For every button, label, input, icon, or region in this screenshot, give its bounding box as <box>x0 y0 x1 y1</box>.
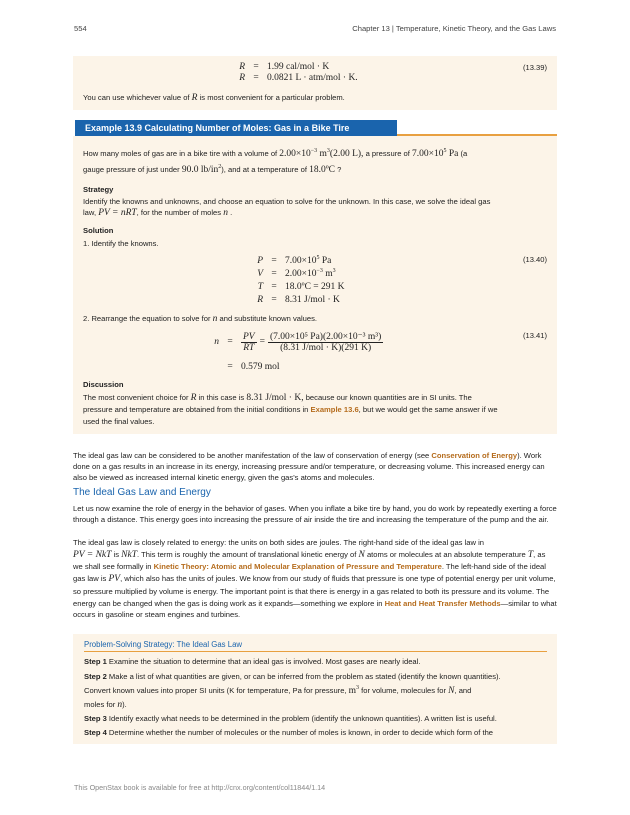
strategy-text: Identify the knowns and unknowns, and choose an equation to solve for the unknown. In this case, we solve the ideal gas law, PV = nRT, for the number of moles n . <box>83 197 491 218</box>
conservation-of-energy-link[interactable]: Conservation of Energy <box>431 451 518 460</box>
strategy-box-title: Problem-Solving Strategy: The Ideal Gas Law <box>84 640 243 649</box>
paragraph-bike-tire: Let us now examine the role of energy in the behavior of gases. When you inflate a bike tire by hand, you do work by repeatedly exerting a force through a distance. This energy goes into increasing the pressure of air inside the tire and increasing the temperature of the pump and the air. <box>73 504 557 524</box>
solution-heading: Solution <box>83 226 114 235</box>
known-pressure: P = $7.00\times 10^5$ Pa <box>257 254 332 266</box>
kinetic-theory-link[interactable]: Kinetic Theory: Atomic and Molecular Explanation of Pressure and Temperature <box>153 562 442 572</box>
known-temperature: T = 18.0ºC = 291 K <box>257 282 345 292</box>
strategy-step-2: Step 2 Make a list of what quantities are given, or can be inferred from the problem as stated (identify the known quantities). Convert known values into proper SI units (K for temperature, Pa for pressure, $m^3$ for volume, molecules for N, and moles for n). <box>84 672 501 710</box>
moles-equation: n = $\frac{PV}{RT}$ = $\frac{\text{(7.00×10⁵ Pa)(2.00×10⁻³ m³)}}{\text{(8.31 J/mol · K)(291 K)}}$ <box>214 331 382 353</box>
r-equation-2: R = 0.0821 L · atm/mol · K. <box>239 73 358 83</box>
discussion-text: The most convenient choice for R in this case is 8.31 J/mol · K, because our known quantities are in SI units. The pressure and temperature are obtained from the initial conditions in Example 13.6, but we would get the same answer if we used the final values. <box>83 393 498 426</box>
page-number: 554 <box>74 24 87 33</box>
strategy-step-1: Step 1 Examine the situation to determine that an ideal gas is involved. Most gases are nearly ideal. <box>84 657 421 666</box>
equation-number: (13.41) <box>522 331 547 340</box>
r-value-atm: 0.0821 L · atm/mol · K. <box>267 73 358 83</box>
known-gas-constant: R = 8.31 J/mol · K <box>257 295 340 305</box>
step-2: 2. Rearrange the equation to solve for n and substitute known values. <box>83 314 318 324</box>
known-volume: V = $2.00\times 10^{-3}$ $m^3$ <box>257 267 336 279</box>
top-box <box>73 56 557 110</box>
footer-note: This OpenStax book is available for free at http://cnx.org/content/col11844/1.14 <box>74 783 326 792</box>
strategy-heading: Strategy <box>83 185 114 194</box>
paragraph-energy: The ideal gas law is closely related to energy: the units on both sides are joules. The right-hand side of the ideal gas law in PV = NkT is NkT. This term is roughly the amount of translational kinetic energy of N atoms or molecules at an absolute temperature T, as we shall see formally in Kinetic Theory: Atomic and Molecular Explanation of Pressure and Temperature. The left-hand side of the ideal gas law is PV, which also has the units of joules. We know from our study of fluids that pressure is one type of potential energy per unit volume, so pressure multiplied by volume is energy. The important point is that there is energy in a gas related to both its pressure and its volume. The energy can be changed when the gas is doing work as it expands—something we explore in Heat and Heat Transfer Methods—similar to what occurs in gasoline or steam engines and turbines. <box>73 538 557 620</box>
equation-number: (13.39) <box>522 63 547 72</box>
r-equation-1: R = 1.99 cal/mol · K <box>239 62 330 72</box>
heat-transfer-link[interactable]: Heat and Heat Transfer Methods <box>384 598 501 608</box>
strategy-box-rule <box>84 651 547 652</box>
paragraph-conservation: The ideal gas law can be considered to be another manifestation of the law of conservation of energy (see Conservation of Energy). Work done on a gas results in an increase in its energy, increasing pressure and/or temperature, or decreasing volume. This increased energy can also be viewed as increased internal kinetic energy, given the gas's atoms and molecules. <box>73 451 545 482</box>
equation-number: (13.40) <box>522 255 547 264</box>
step-1: 1. Identify the knowns. <box>83 239 159 248</box>
strategy-step-4: Step 4 Determine whether the number of molecules or the number of moles is known, in order to decide which form of the <box>84 728 494 737</box>
r-value-cal: 1.99 cal/mol · K <box>267 62 330 72</box>
moles-result: = 0.579 mol <box>227 362 280 372</box>
substituted-fraction: $\frac{\text{(7.00×10⁵ Pa)(2.00×10⁻³ m³)}}{\text{(8.31 J/mol · K)(291 K)}}$ <box>269 332 382 353</box>
r-note: You can use whichever value of R is most convenient for a particular problem. <box>83 93 345 103</box>
example-box <box>73 136 557 434</box>
strategy-step-3: Step 3 Identify exactly what needs to be determined in the problem (identify the unknown quantities). A written list is useful. <box>84 714 497 723</box>
chapter-title: Chapter 13 | Temperature, Kinetic Theory, and the Gas Laws <box>352 24 556 33</box>
example-title: Example 13.9 Calculating Number of Moles: Gas in a Bike Tire <box>75 120 397 136</box>
discussion-heading: Discussion <box>83 380 124 389</box>
example-13-6-link[interactable]: Example 13.6 <box>310 405 359 414</box>
section-heading: The Ideal Gas Law and Energy <box>73 487 211 498</box>
example-question: How many moles of gas are in a bike tire with a volume of $2.00\times 10^{-3}$ $m^3(2.00$ L), a pressure of $7.00\times 10^5$ Pa (a gauge pressure of just under 90.0 $lb/in^2$), and at a temperature of 18.0ºC ? <box>83 147 468 175</box>
pv-over-rt: $\frac{PV}{RT}$ <box>243 331 255 353</box>
